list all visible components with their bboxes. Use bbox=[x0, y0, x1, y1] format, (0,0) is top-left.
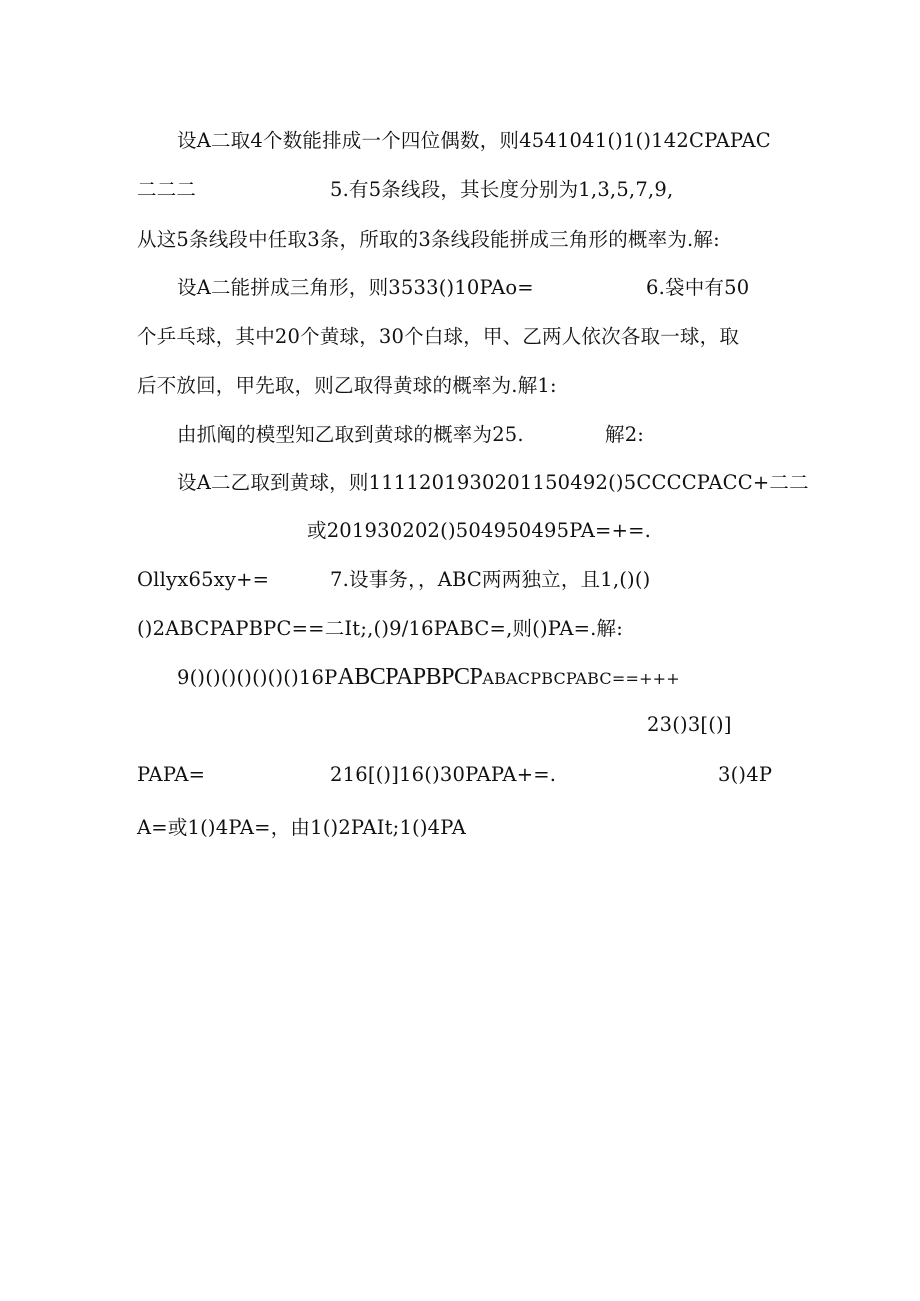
text-line-19: 216[()]16()30PAPA+=. bbox=[330, 763, 557, 786]
text-line-16 bbox=[177, 664, 680, 692]
text-line-7: 个乒乓球，其中20个黄球，30个白球，甲、乙两人依次各取一球，取 bbox=[137, 325, 740, 348]
text-line-10: 解2: bbox=[605, 423, 645, 446]
text-line-2: 二二二 bbox=[137, 178, 197, 201]
text-line-5: 设A二能拼成三角形，则3533()10PAo= bbox=[177, 276, 534, 299]
text-line-16-c: ABACPBCPABC==+++ bbox=[482, 669, 680, 688]
text-line-13: Ollyx65xy+= bbox=[137, 568, 270, 591]
text-line-9: 由抓阄的模型知乙取到黄球的概率为25. bbox=[177, 423, 524, 446]
text-line-4: 从这5条线段中任取3条，所取的3条线段能拼成三角形的概率为.解: bbox=[137, 228, 720, 251]
text-line-15: ()2ABCPAPBPC==二It;,()9/16PABC=,则()PA=.解: bbox=[137, 617, 624, 640]
text-line-18: PAPA= bbox=[137, 763, 206, 786]
text-line-12: 或201930202()504950495PA=+=. bbox=[307, 519, 652, 542]
text-line-20: 3()4P bbox=[718, 763, 773, 786]
text-line-3: 5.有5条线段，其长度分别为1,3,5,7,9, bbox=[330, 178, 674, 201]
text-line-16-a: 9()()()()()()()16P bbox=[177, 666, 338, 689]
text-line-11: 设A二乙取到黄球，则1111201930201150492()5CCCCPACC+二二 bbox=[177, 471, 809, 494]
text-line-1: 设A二取4个数能排成一个四位偶数，则4541041()1()142CPAPAC bbox=[177, 129, 771, 152]
text-line-21: A=或1()4PA=，由1()2PAIt;1()4PA bbox=[137, 816, 467, 839]
text-line-8: 后不放回，甲先取，则乙取得黄球的概率为.解1: bbox=[137, 374, 557, 397]
text-line-16-b: ABCPAPBPCP bbox=[337, 664, 483, 690]
text-line-17: 23()3[()] bbox=[647, 713, 732, 736]
text-line-6: 6.袋中有50 bbox=[646, 276, 750, 299]
text-line-14: 7.设事务，，ABC两两独立，且1,()() bbox=[330, 568, 651, 591]
